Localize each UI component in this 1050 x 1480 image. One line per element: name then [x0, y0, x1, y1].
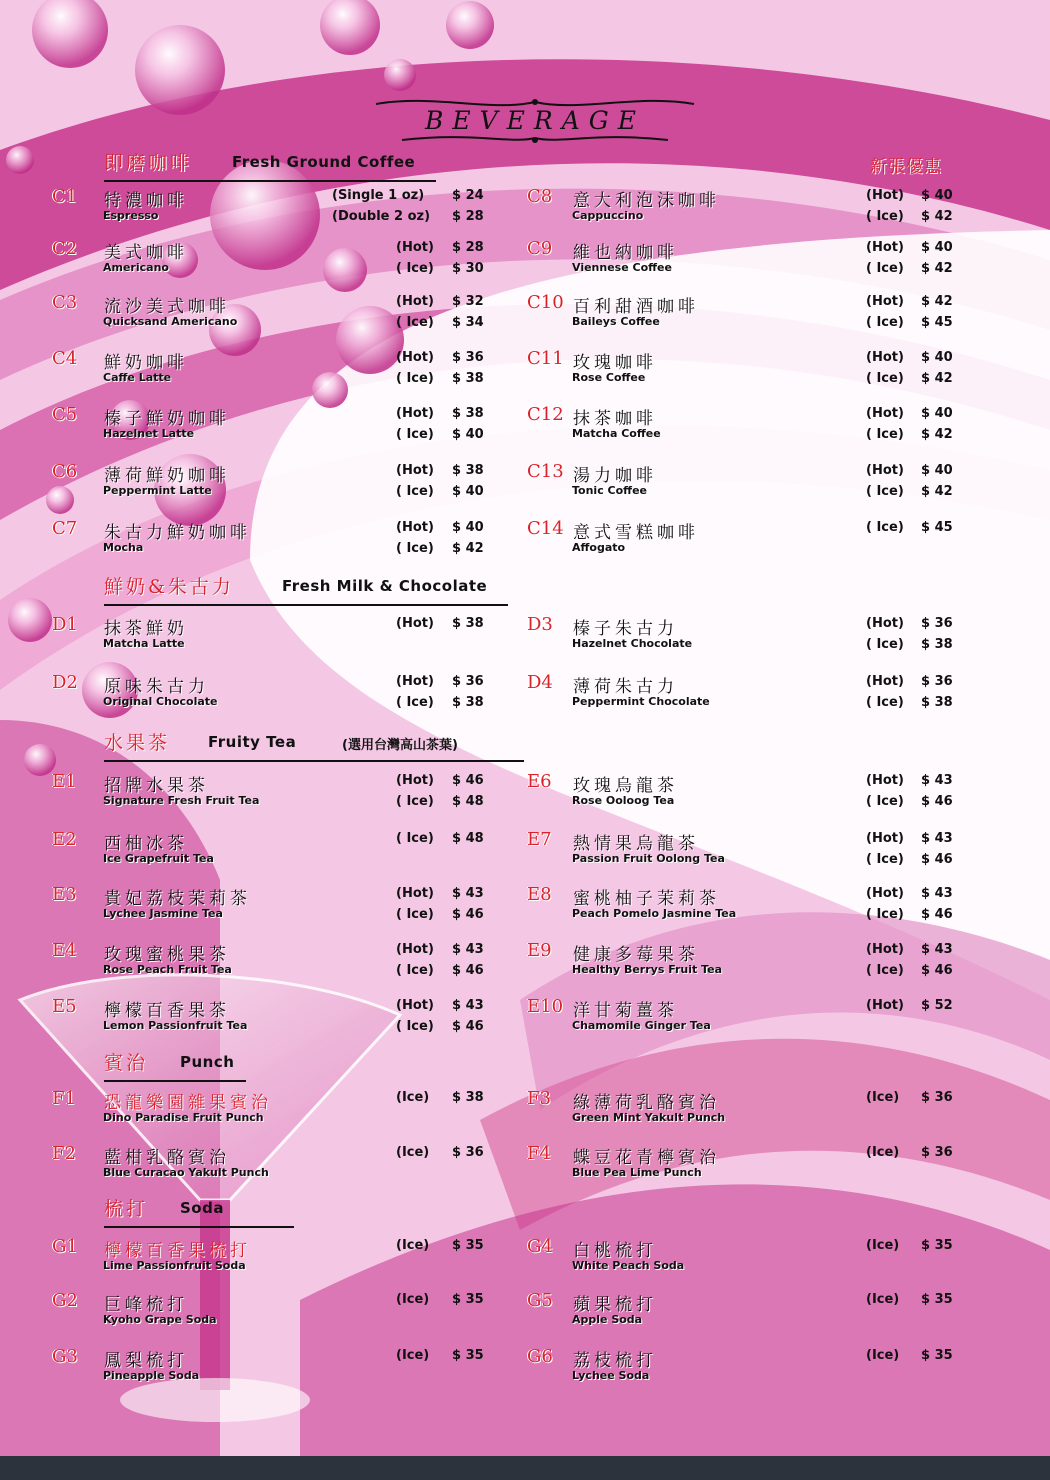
item-price: $ 38 [452, 695, 484, 710]
item-name-en: White Peach Soda [572, 1259, 685, 1272]
item-price: $ 42 [921, 261, 953, 276]
item-code: C12 [527, 404, 564, 425]
item-name-en: Espresso [103, 209, 159, 222]
item-price: $ 38 [921, 637, 953, 652]
item-code: F2 [52, 1143, 76, 1164]
item-price: $ 30 [452, 261, 484, 276]
item-option: (Hot) [866, 831, 904, 846]
item-code: E5 [52, 996, 77, 1017]
item-price: $ 40 [452, 520, 484, 535]
item-option: (Hot) [866, 240, 904, 255]
item-price: $ 43 [452, 886, 484, 901]
item-name-zh: 招牌水果茶 [104, 776, 209, 796]
item-option: ( Ice) [396, 427, 434, 442]
item-option: (Hot) [396, 406, 434, 421]
item-option: (Hot) [396, 350, 434, 365]
item-price: $ 40 [452, 484, 484, 499]
item-code: G5 [527, 1290, 553, 1311]
item-code: E9 [527, 940, 552, 961]
section-coffee [104, 148, 436, 182]
item-price: $ 35 [452, 1292, 484, 1307]
section-fruit-note: (選用台灣高山茶葉) [342, 738, 458, 753]
item-name-en: Matcha Latte [103, 637, 185, 650]
menu-item-e7 [0, 829, 1050, 875]
item-price: $ 46 [452, 1019, 484, 1034]
item-price: $ 46 [921, 852, 953, 867]
item-price: $ 36 [452, 1145, 484, 1160]
item-price: $ 43 [921, 942, 953, 957]
section-soda-zh: 梳打 [104, 1198, 149, 1220]
item-name-en: Cappuccino [572, 209, 644, 222]
item-option: (Hot) [396, 463, 434, 478]
item-name-zh: 薄荷鮮奶咖啡 [104, 466, 230, 486]
item-code: E2 [52, 829, 77, 850]
item-option: ( Ice) [866, 695, 904, 710]
item-name-en: Affogato [572, 541, 626, 554]
item-price: $ 38 [921, 695, 953, 710]
item-option: ( Ice) [396, 794, 434, 809]
item-price: $ 28 [452, 209, 484, 224]
item-name-zh: 貴妃荔枝茉莉茶 [104, 889, 251, 909]
item-option: (Ice) [396, 1348, 430, 1363]
menu-item-d4 [0, 672, 1050, 718]
item-option: (Ice) [396, 1090, 430, 1105]
item-option: (Hot) [396, 942, 434, 957]
item-name-zh: 意式雪糕咖啡 [573, 523, 699, 543]
item-option: ( Ice) [396, 261, 434, 276]
item-name-en: Rose Ooloog Tea [572, 794, 675, 807]
item-option: ( Ice) [866, 907, 904, 922]
item-option: (Hot) [396, 674, 434, 689]
item-option: (Hot) [866, 350, 904, 365]
menu-title: BEVERAGE [424, 106, 646, 135]
item-option: ( Ice) [866, 484, 904, 499]
item-code: G2 [52, 1290, 78, 1311]
item-option: ( Ice) [866, 209, 904, 224]
item-price: $ 38 [452, 1090, 484, 1105]
item-name-en: Caffe Latte [103, 371, 172, 384]
item-price: $ 36 [921, 1145, 953, 1160]
item-name-zh: 玫瑰蜜桃果茶 [104, 945, 230, 965]
item-code: G3 [52, 1346, 78, 1367]
item-name-zh: 鮮奶咖啡 [104, 353, 188, 373]
item-name-zh: 玫瑰咖啡 [573, 353, 657, 373]
item-price: $ 45 [921, 315, 953, 330]
item-option: (Hot) [866, 463, 904, 478]
item-price: $ 43 [921, 773, 953, 788]
item-code: E1 [52, 771, 77, 792]
section-milk [104, 572, 508, 606]
item-name-en: Hazelnet Latte [103, 427, 195, 440]
item-option: (Ice) [866, 1238, 900, 1253]
item-option: (Single 1 oz) [332, 188, 425, 203]
item-name-zh: 蜜桃柚子茉莉茶 [573, 889, 720, 909]
item-code: E8 [527, 884, 552, 905]
item-code: D1 [52, 614, 78, 635]
item-name-en: Baileys Coffee [572, 315, 660, 328]
item-price: $ 42 [921, 484, 953, 499]
item-option: ( Ice) [396, 371, 434, 386]
item-price: $ 46 [452, 963, 484, 978]
item-name-zh: 巨峰梳打 [104, 1295, 188, 1315]
item-option: (Hot) [866, 294, 904, 309]
item-code: G6 [527, 1346, 553, 1367]
item-option: ( Ice) [866, 794, 904, 809]
section-punch-zh: 賓治 [104, 1052, 149, 1074]
item-price: $ 36 [452, 350, 484, 365]
item-price: $ 28 [452, 240, 484, 255]
item-name-zh: 玫瑰烏龍茶 [573, 776, 678, 796]
item-price: $ 48 [452, 831, 484, 846]
item-option: (Ice) [866, 1292, 900, 1307]
item-price: $ 35 [452, 1348, 484, 1363]
item-name-en: Apple Soda [572, 1313, 643, 1326]
item-option: ( Ice) [396, 484, 434, 499]
item-price: $ 40 [452, 427, 484, 442]
item-name-zh: 恐龍樂園雜果賓治 [104, 1093, 272, 1113]
item-code: D3 [527, 614, 553, 635]
item-name-en: Ice Grapefruit Tea [103, 852, 214, 865]
menu-item-d3 [0, 614, 1050, 660]
item-name-en: Blue Pea Lime Punch [572, 1166, 702, 1179]
menu-item-c9 [0, 238, 1050, 284]
item-option: ( Ice) [396, 541, 434, 556]
item-price: $ 40 [921, 463, 953, 478]
item-name-zh: 維也納咖啡 [573, 243, 678, 263]
item-price: $ 35 [921, 1238, 953, 1253]
item-name-en: Peppermint Chocolate [572, 695, 710, 708]
item-name-en: Rose Peach Fruit Tea [103, 963, 232, 976]
item-price: $ 42 [452, 541, 484, 556]
item-price: $ 24 [452, 188, 484, 203]
item-code: D2 [52, 672, 78, 693]
bottom-bar [0, 1456, 1050, 1480]
item-code: F1 [52, 1088, 76, 1109]
menu-item-g6 [0, 1346, 1050, 1392]
item-name-zh: 朱古力鮮奶咖啡 [104, 523, 251, 543]
item-option: ( Ice) [396, 907, 434, 922]
item-name-zh: 榛子朱古力 [573, 619, 678, 639]
item-option: (Hot) [866, 674, 904, 689]
item-price: $ 43 [452, 942, 484, 957]
item-name-en: Quicksand Americano [103, 315, 238, 328]
item-price: $ 52 [921, 998, 953, 1013]
item-option: (Hot) [396, 240, 434, 255]
title-banner [372, 96, 698, 146]
item-name-zh: 抹茶咖啡 [573, 409, 657, 429]
item-option: ( Ice) [396, 831, 434, 846]
item-price: $ 43 [452, 998, 484, 1013]
item-name-zh: 百利甜酒咖啡 [573, 297, 699, 317]
item-option: ( Ice) [866, 261, 904, 276]
item-name-en: Viennese Coffee [572, 261, 672, 274]
item-code: F3 [527, 1088, 551, 1109]
item-price: $ 35 [452, 1238, 484, 1253]
item-code: C4 [52, 348, 78, 369]
item-price: $ 36 [921, 1090, 953, 1105]
item-code: E4 [52, 940, 77, 961]
item-name-zh: 意大利泡沫咖啡 [573, 191, 720, 211]
section-milk-zh: 鮮奶&朱古力 [104, 576, 234, 598]
item-name-zh: 綠薄荷乳酪賓治 [573, 1093, 720, 1113]
item-price: $ 36 [921, 674, 953, 689]
menu-item-c8 [0, 186, 1050, 232]
section-milk-en: Fresh Milk & Chocolate [282, 577, 488, 595]
item-price: $ 46 [921, 963, 953, 978]
item-price: $ 42 [921, 371, 953, 386]
item-code: C9 [527, 238, 553, 259]
item-name-en: Peppermint Latte [103, 484, 212, 497]
item-name-en: Hazelnet Chocolate [572, 637, 693, 650]
item-price: $ 40 [921, 240, 953, 255]
item-option: (Double 2 oz) [332, 209, 431, 224]
item-option: ( Ice) [396, 315, 434, 330]
menu-item-c10 [0, 292, 1050, 338]
item-price: $ 35 [921, 1348, 953, 1363]
item-name-zh: 檸檬百香果茶 [104, 1001, 230, 1021]
item-name-en: Signature Fresh Fruit Tea [103, 794, 260, 807]
item-option: ( Ice) [866, 852, 904, 867]
item-option: (Ice) [396, 1145, 430, 1160]
item-name-en: Blue Curacao Yakult Punch [103, 1166, 269, 1179]
item-price: $ 43 [921, 886, 953, 901]
item-code: C13 [527, 461, 564, 482]
item-option: ( Ice) [396, 695, 434, 710]
item-name-zh: 西柚冰茶 [104, 834, 188, 854]
item-price: $ 38 [452, 616, 484, 631]
section-fruit-zh: 水果茶 [104, 732, 171, 754]
item-option: (Hot) [866, 773, 904, 788]
menu-item-c12 [0, 404, 1050, 450]
item-price: $ 38 [452, 463, 484, 478]
item-code: F4 [527, 1143, 551, 1164]
item-name-en: Passion Fruit Oolong Tea [572, 852, 725, 865]
item-price: $ 40 [921, 406, 953, 421]
item-code: C6 [52, 461, 78, 482]
item-name-zh: 湯力咖啡 [573, 466, 657, 486]
item-code: G1 [52, 1236, 78, 1257]
item-price: $ 46 [452, 773, 484, 788]
item-name-en: Dino Paradise Fruit Punch [103, 1111, 264, 1124]
item-name-zh: 蝶豆花青檸賓治 [573, 1148, 720, 1168]
menu-item-c13 [0, 461, 1050, 507]
item-price: $ 48 [452, 794, 484, 809]
item-name-en: Pineapple Soda [103, 1369, 200, 1382]
item-name-en: Americano [103, 261, 169, 274]
item-option: (Hot) [866, 886, 904, 901]
item-option: (Hot) [396, 998, 434, 1013]
item-price: $ 42 [921, 294, 953, 309]
item-price: $ 32 [452, 294, 484, 309]
item-option: (Hot) [396, 773, 434, 788]
item-name-en: Mocha [103, 541, 144, 554]
item-option: ( Ice) [866, 371, 904, 386]
item-price: $ 46 [452, 907, 484, 922]
menu-item-f4 [0, 1143, 1050, 1189]
item-name-en: Original Chocolate [103, 695, 218, 708]
item-name-zh: 洋甘菊薑茶 [573, 1001, 678, 1021]
item-option: (Ice) [396, 1292, 430, 1307]
item-name-en: Chamomile Ginger Tea [572, 1019, 711, 1032]
item-code: E6 [527, 771, 552, 792]
item-price: $ 43 [921, 831, 953, 846]
item-code: E10 [527, 996, 564, 1017]
item-option: (Ice) [866, 1348, 900, 1363]
item-name-en: Peach Pomelo Jasmine Tea [572, 907, 737, 920]
item-option: (Hot) [396, 616, 434, 631]
item-name-zh: 荔枝梳打 [573, 1351, 657, 1371]
item-option: (Hot) [396, 294, 434, 309]
item-code: G4 [527, 1236, 553, 1257]
item-price: $ 38 [452, 371, 484, 386]
item-name-en: Matcha Coffee [572, 427, 661, 440]
section-fruit-en: Fruity Tea [208, 733, 297, 751]
item-price: $ 36 [452, 674, 484, 689]
item-name-en: Rose Coffee [572, 371, 646, 384]
item-option: ( Ice) [866, 315, 904, 330]
item-name-zh: 美式咖啡 [104, 243, 188, 263]
menu-item-f3 [0, 1088, 1050, 1134]
item-option: (Hot) [866, 406, 904, 421]
section-punch-en: Punch [180, 1053, 235, 1071]
item-code: C8 [527, 186, 553, 207]
item-code: C10 [527, 292, 564, 313]
item-price: $ 42 [921, 427, 953, 442]
section-soda [104, 1194, 294, 1228]
item-option: (Hot) [866, 616, 904, 631]
item-option: (Hot) [866, 188, 904, 203]
item-name-en: Lime Passionfruit Soda [103, 1259, 246, 1272]
item-price: $ 36 [921, 616, 953, 631]
section-coffee-zh: 即磨咖啡 [104, 152, 193, 174]
item-option: (Hot) [396, 520, 434, 535]
item-name-zh: 檸檬百香果梳打 [104, 1241, 251, 1261]
menu-item-e8 [0, 884, 1050, 930]
item-option: (Hot) [866, 998, 904, 1013]
item-option: (Ice) [866, 1090, 900, 1105]
item-option: ( Ice) [396, 963, 434, 978]
item-name-en: Healthy Berrys Fruit Tea [572, 963, 723, 976]
section-punch [104, 1048, 246, 1082]
item-name-en: Green Mint Yakult Punch [572, 1111, 726, 1124]
item-option: (Hot) [396, 886, 434, 901]
menu-item-g5 [0, 1290, 1050, 1336]
item-code: C11 [527, 348, 564, 369]
item-code: C7 [52, 518, 78, 539]
item-name-en: Tonic Coffee [572, 484, 648, 497]
menu-item-c14 [0, 518, 1050, 564]
item-code: C3 [52, 292, 78, 313]
menu-item-e9 [0, 940, 1050, 986]
item-code: C2 [52, 238, 78, 259]
item-name-zh: 原味朱古力 [104, 677, 209, 697]
item-name-en: Lemon Passionfruit Tea [103, 1019, 248, 1032]
menu-item-c11 [0, 348, 1050, 394]
item-price: $ 42 [921, 209, 953, 224]
menu-item-e6 [0, 771, 1050, 817]
item-name-zh: 鳳梨梳打 [104, 1351, 188, 1371]
section-coffee-en: Fresh Ground Coffee [232, 153, 416, 171]
item-code: C14 [527, 518, 564, 539]
item-name-zh: 薄荷朱古力 [573, 677, 678, 697]
item-name-zh: 熱情果烏龍茶 [573, 834, 699, 854]
section-fruit [104, 728, 524, 762]
item-option: ( Ice) [866, 637, 904, 652]
item-price: $ 46 [921, 794, 953, 809]
item-option: (Ice) [866, 1145, 900, 1160]
item-name-zh: 抹茶鮮奶 [104, 619, 188, 639]
item-option: ( Ice) [866, 427, 904, 442]
item-option: (Ice) [396, 1238, 430, 1253]
item-price: $ 35 [921, 1292, 953, 1307]
item-name-en: Lychee Jasmine Tea [103, 907, 223, 920]
item-code: E7 [527, 829, 552, 850]
menu-item-e10 [0, 996, 1050, 1042]
item-option: ( Ice) [396, 1019, 434, 1034]
item-name-zh: 蘋果梳打 [573, 1295, 657, 1315]
item-option: ( Ice) [866, 520, 904, 535]
section-soda-en: Soda [180, 1199, 224, 1217]
item-price: $ 45 [921, 520, 953, 535]
item-name-en: Lychee Soda [572, 1369, 650, 1382]
promo-label: 新張優惠 [870, 157, 942, 177]
item-price: $ 40 [921, 350, 953, 365]
item-price: $ 46 [921, 907, 953, 922]
item-name-zh: 榛子鮮奶咖啡 [104, 409, 230, 429]
item-name-zh: 白桃梳打 [573, 1241, 657, 1261]
item-name-zh: 流沙美式咖啡 [104, 297, 230, 317]
item-price: $ 40 [921, 188, 953, 203]
menu-item-g4 [0, 1236, 1050, 1282]
item-code: C1 [52, 186, 78, 207]
item-code: C5 [52, 404, 78, 425]
item-code: D4 [527, 672, 553, 693]
item-price: $ 34 [452, 315, 484, 330]
item-option: (Hot) [866, 942, 904, 957]
item-name-zh: 藍柑乳酪賓治 [104, 1148, 230, 1168]
item-option: ( Ice) [866, 963, 904, 978]
item-price: $ 38 [452, 406, 484, 421]
item-name-zh: 特濃咖啡 [104, 191, 188, 211]
item-name-en: Kyoho Grape Soda [103, 1313, 217, 1326]
item-code: E3 [52, 884, 77, 905]
item-name-zh: 健康多莓果茶 [573, 945, 699, 965]
